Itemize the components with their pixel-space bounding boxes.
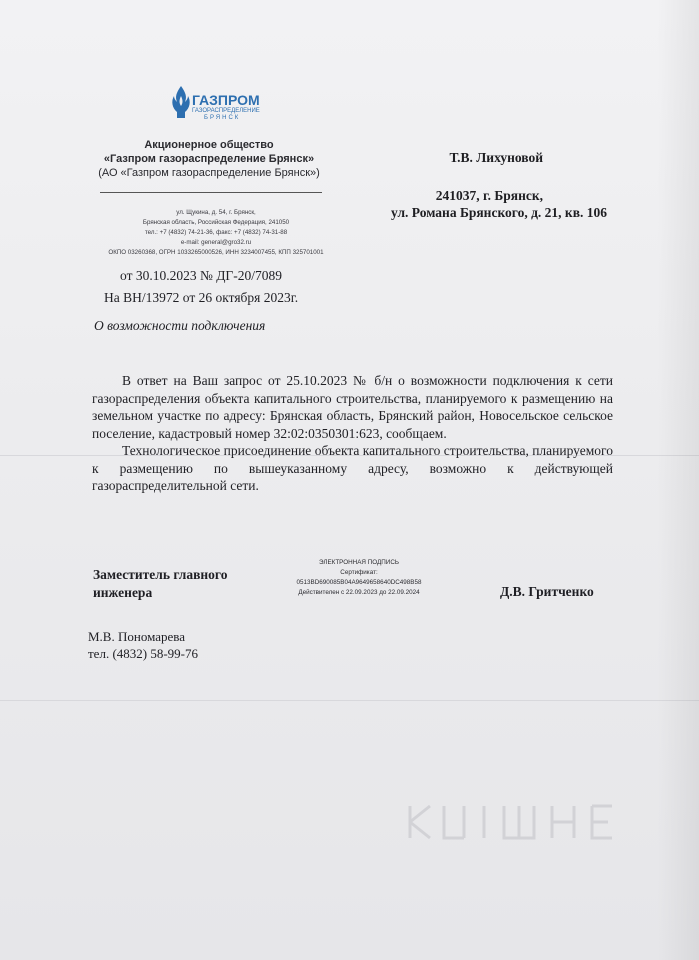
body-paragraph: В ответ на Ваш запрос от 25.10.2023 № б/н о возможности подключения к сети газораспределения объекта капитального строительства, планируемого к размещению на земельном участке по адресу: Брянская область, Брянский район, Новосельское сельское поселение, кадастровый номер 32:02:0350301:623, сообщаем. [92,373,613,441]
letter-body [92,372,613,495]
paper-shadow [657,0,699,960]
contact-line: ул. Щукина, д. 54, г. Брянск, [176,209,256,216]
executor-block [88,628,198,662]
logo-wordmark: ГАЗПРОМ [192,92,260,108]
outgoing-reference: от 30.10.2023 № ДГ-20/7089 [120,268,282,283]
org-line-2: «Газпром газораспределение Брянск» [103,153,315,165]
contact-line: тел.: +7 (4832) 74-21-36, факс: +7 (4832) 74-31-88 [144,229,288,236]
paper-fold [0,700,699,701]
logo-city: БРЯНСК [204,115,241,121]
electronic-signature-stamp [278,558,440,598]
signer-name: Д.В. Гритченко [500,584,594,599]
contact-line: e-mail: general@gro32.ru [180,239,252,246]
organization-name [98,138,320,180]
show-through-watermark [404,798,618,846]
executor-phone: тел. (4832) 58-99-76 [88,646,199,661]
contact-line: ОКПО 03260368, ОГРН 1033265000526, ИНН 3234007455, КПП 325701001 [108,249,324,256]
esign-title: ЭЛЕКТРОННАЯ ПОДПИСЬ [319,559,399,566]
letter-subject: О возможности подключения [94,318,266,333]
org-line-3: (АО «Газпром газораспределение Брянск») [98,167,320,179]
org-contacts [100,208,332,258]
letterhead-divider [100,192,322,193]
esign-cert-label: Сертификат: [340,569,378,576]
position-line-2: инженера [93,585,153,600]
gazprom-logo [170,84,260,128]
incoming-reference: На ВН/13972 от 26 октября 2023г. [104,290,299,305]
flame-icon [170,84,192,118]
position-line-1: Заместитель главного [93,567,228,582]
esign-certificate: 0513BD690085B04A9649658640DC498B58 [296,579,422,586]
logo-subtitle: ГАЗОРАСПРЕДЕЛЕНИЕ [192,108,260,114]
esign-validity: Действителен с 22.09.2023 до 22.09.2024 [298,589,420,596]
recipient-address-line-1: 241037, г. Брянск, [435,188,543,203]
signer-position [93,566,227,602]
contact-line: Брянская область, Российская Федерация, 241050 [142,219,290,226]
recipient-address-line-2: ул. Романа Брянского, д. 21, кв. 106 [391,205,607,220]
body-paragraph: Технологическое присоединение объекта капитального строительства, планируемого к размещению по вышеуказанному адресу, возможно к действующей газораспределительной сети. [92,443,613,493]
recipient-name: Т.В. Лихуновой [449,150,543,165]
org-line-1: Акционерное общество [144,139,274,151]
executor-name: М.В. Пономарева [88,629,185,644]
